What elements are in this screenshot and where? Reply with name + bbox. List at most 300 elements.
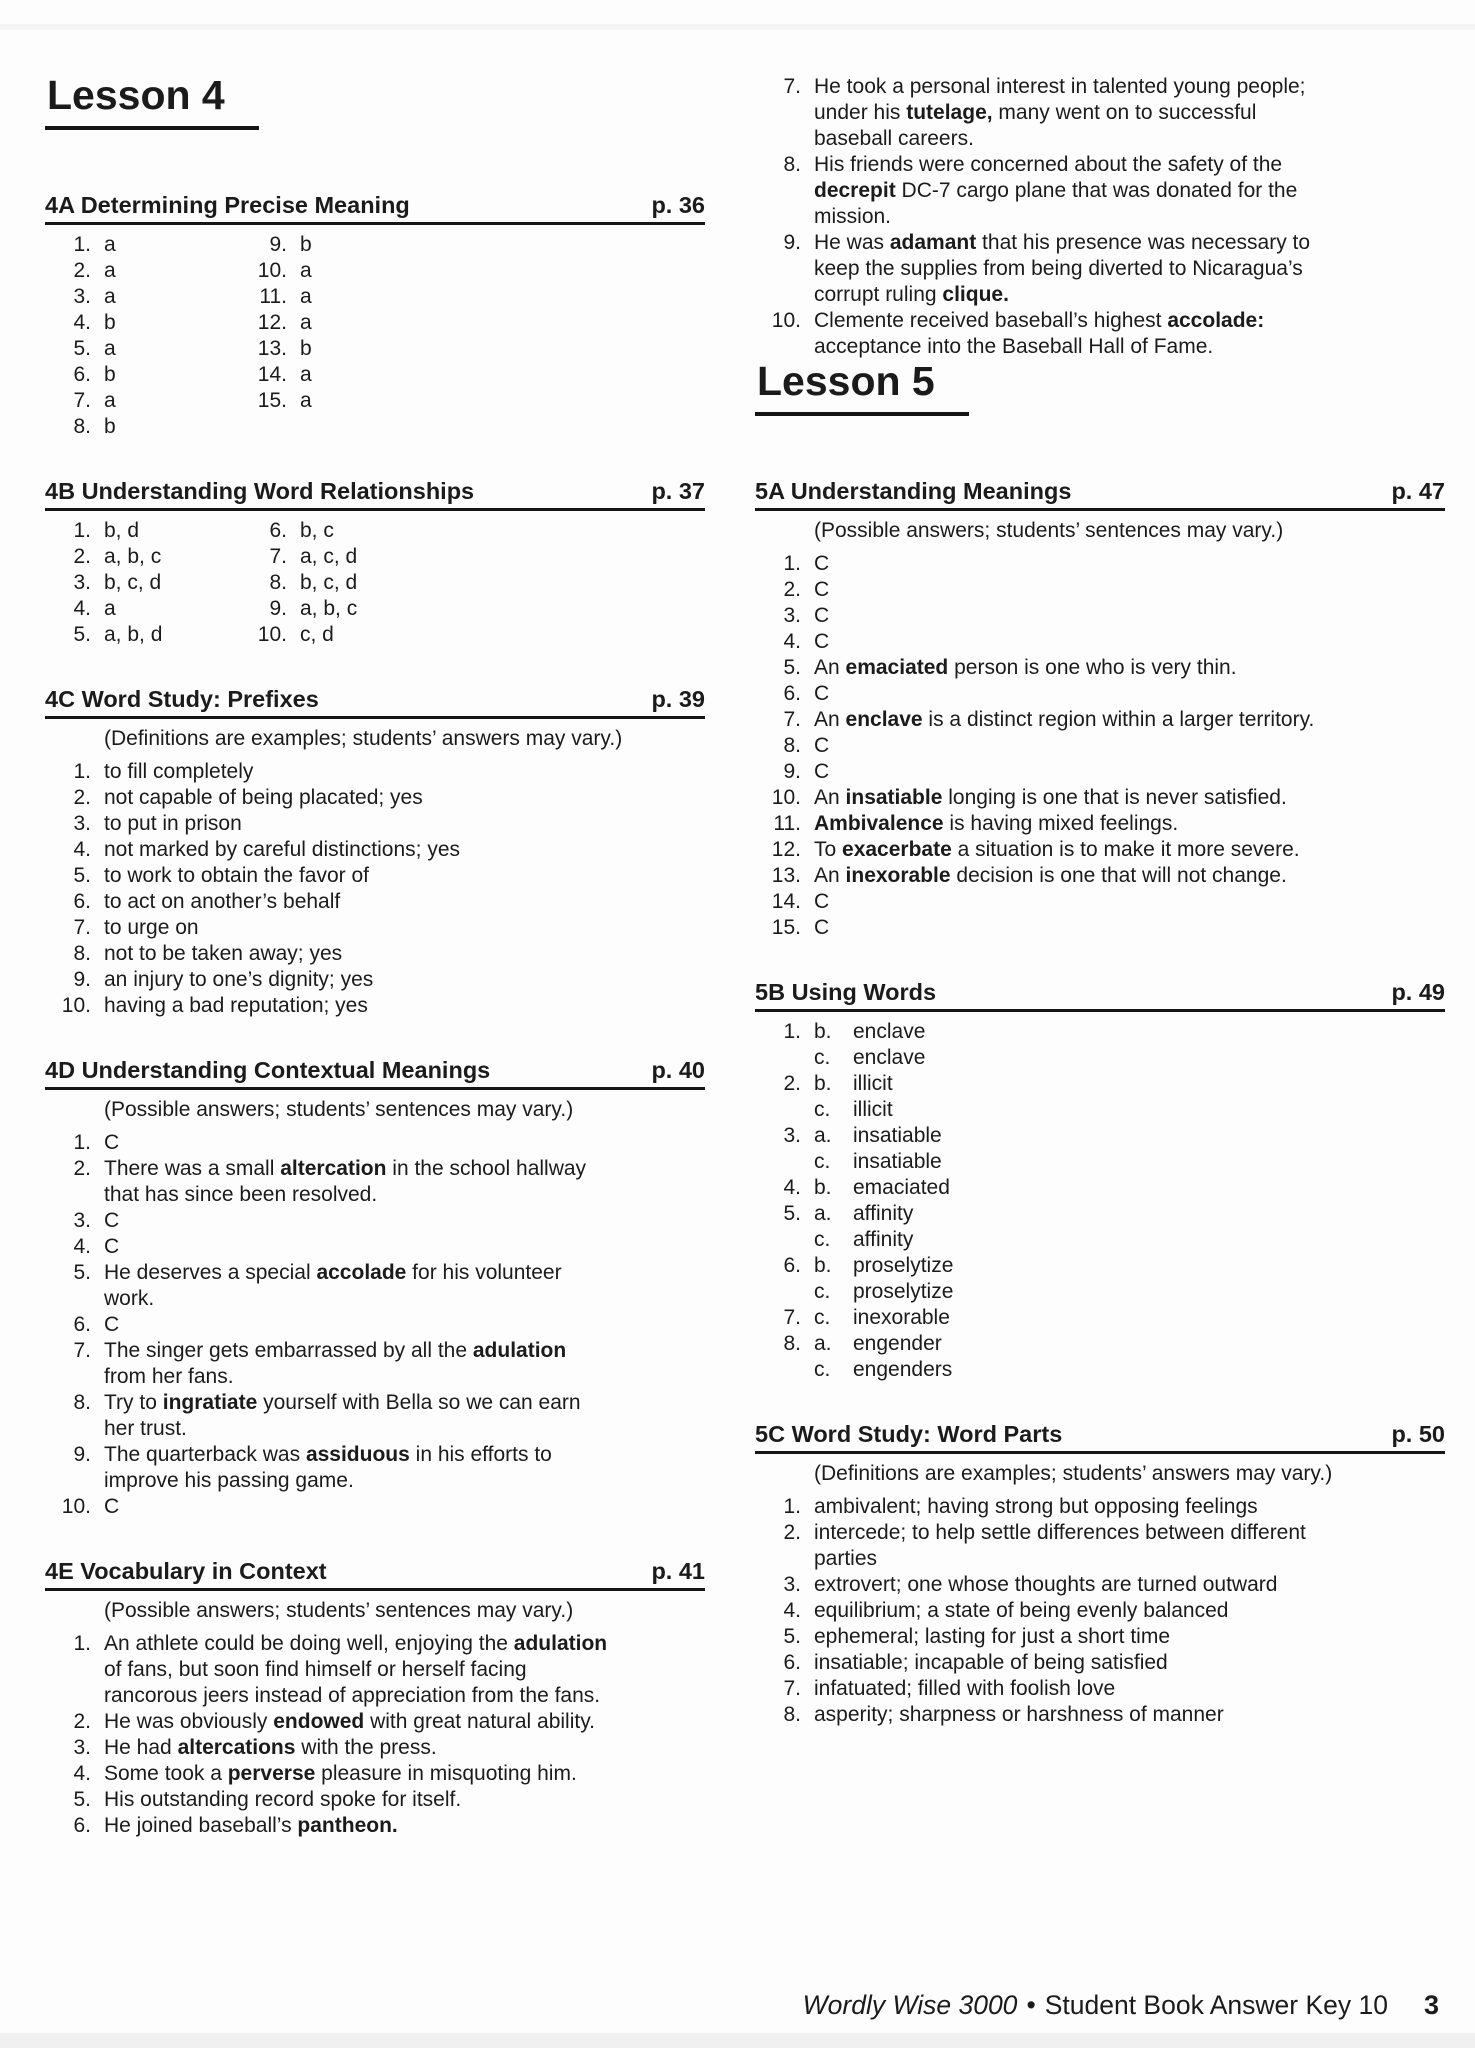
answer-number: 10. (257, 623, 287, 647)
answer-item (241, 518, 705, 544)
answer-text (814, 152, 1337, 230)
answer-text-segment: person is one who is very thin. (948, 656, 1237, 680)
answer-text-segment: C (104, 1495, 120, 1519)
answer-text (300, 570, 357, 596)
answer-text-segment: equilibrium; a state of being evenly balanced (814, 1599, 1229, 1623)
vocab-word: decrepit (814, 179, 896, 202)
answer-text-segment: of fans, but soon find himself or herself facing rancorous jeers instead of appreciation from the fans. (104, 1658, 601, 1708)
answer-text-segment: His outstanding record spoke for itself. (104, 1788, 462, 1812)
answer-text-segment: DC-7 cargo plane that was donated for the mission. (814, 179, 1298, 228)
answer-text-segment: c, d (300, 623, 334, 647)
section-note: (Definitions are examples; students’ answers may vary.) (814, 1462, 1333, 1486)
answer-number: 1. (73, 233, 91, 257)
continued-answer-list (755, 74, 1445, 360)
answer-item (45, 837, 705, 863)
answer-number: 12. (771, 838, 801, 862)
section-heading: 5B Using Words (755, 979, 937, 1006)
answer-number: 4. (783, 1599, 801, 1623)
answer-number: 7. (73, 389, 91, 413)
vocab-word: perverse (227, 1762, 316, 1786)
answer-number: 13. (771, 864, 801, 888)
answer-item (45, 362, 241, 388)
answer-text (814, 1520, 1337, 1572)
answer-number: 3. (73, 1736, 91, 1760)
answer-text-segment: a (300, 363, 312, 387)
answer-number: 6. (783, 1651, 801, 1675)
answer-text-segment: C (814, 890, 830, 914)
answer-text-segment: b, c, d (104, 571, 162, 595)
answer-text-segment: An (814, 864, 846, 888)
answer-item (755, 1175, 1445, 1201)
answer-item (755, 1624, 1445, 1650)
sub-answer-text: insatiable (853, 1124, 942, 1148)
answer-text-segment: having a bad reputation; yes (104, 994, 368, 1018)
section (45, 1558, 705, 1839)
answer-text-segment: to work to obtain the favor of (104, 864, 369, 888)
answer-text (814, 837, 1300, 863)
answer-number: 7. (73, 1339, 91, 1363)
answer-number: 2. (783, 1072, 801, 1096)
vocab-word: altercation (280, 1157, 387, 1181)
answer-text-segment: infatuated; filled with foolish love (814, 1677, 1116, 1701)
answer-item (241, 596, 705, 622)
answer-text-segment: a (104, 389, 116, 413)
sub-answer-list (814, 1071, 893, 1123)
answer-item (755, 655, 1445, 681)
answer-number: 3. (73, 285, 91, 309)
answer-text-segment: Clemente received baseball’s highest (814, 309, 1168, 332)
answer-text (300, 544, 357, 570)
answer-item (755, 811, 1445, 837)
answer-text-segment: ambivalent; having strong but opposing feelings (814, 1495, 1258, 1519)
answer-text-segment: that his presence was necessary to keep the supplies from being diverted to Nicaragua’s corrupt ruling (814, 231, 1311, 306)
answer-number: 8. (783, 1703, 801, 1727)
answer-item (45, 1442, 705, 1494)
answer-item (45, 596, 241, 622)
answer-number: 5. (73, 623, 91, 647)
answer-text (814, 1624, 1170, 1650)
answer-text-segment: C (814, 630, 830, 654)
answer-item (45, 1735, 705, 1761)
answer-item (755, 1019, 1445, 1071)
answer-item (45, 1390, 705, 1442)
answer-item (45, 785, 705, 811)
vocab-word: pantheon. (297, 1814, 398, 1838)
answer-number: 3. (73, 571, 91, 595)
sub-answer-letter: a. (814, 1202, 832, 1226)
answer-item (45, 1761, 705, 1787)
answer-number: 4. (73, 1762, 91, 1786)
sub-answer-letter: c. (814, 1150, 831, 1174)
section (755, 979, 1445, 1383)
answer-number: 1. (783, 552, 801, 576)
answer-text (104, 1338, 612, 1390)
answer-text (104, 258, 116, 284)
vocab-word: clique. (942, 283, 1009, 306)
answer-text-segment: He deserves a special (104, 1261, 317, 1285)
section-heading: 4E Vocabulary in Context (45, 1558, 327, 1585)
answer-text (104, 284, 116, 310)
sub-answer-list (814, 1201, 913, 1253)
answer-text-segment: acceptance into the Baseball Hall of Fame. (814, 335, 1214, 358)
answer-number: 4. (73, 311, 91, 335)
answer-item (45, 941, 705, 967)
answer-text (104, 1787, 461, 1813)
scan-shading-bottom (0, 2033, 1475, 2048)
answer-number: 6. (783, 1254, 801, 1278)
vocab-word: accolade: (1167, 309, 1265, 332)
answer-text (814, 759, 829, 785)
answer-text-segment: Some took a (104, 1762, 228, 1786)
answer-number: 6. (73, 1814, 91, 1838)
answer-item (45, 388, 241, 414)
answer-number: 10. (771, 786, 801, 810)
answer-item (755, 837, 1445, 863)
answer-text-segment: is a distinct region within a larger territory. (922, 708, 1315, 732)
section-note: (Definitions are examples; students’ answers may vary.) (104, 727, 623, 751)
sub-answer (814, 1331, 952, 1357)
sub-answer-text: illicit (853, 1098, 893, 1122)
answer-number: 4. (783, 1176, 801, 1200)
answer-text-segment: an injury to one’s dignity; yes (104, 968, 374, 992)
answer-number: 8. (783, 734, 801, 758)
answer-text-segment: He took a personal interest in talented young people; under his (814, 75, 1306, 124)
scan-shading-top (0, 24, 1475, 30)
answer-text-segment: C (104, 1313, 120, 1337)
answer-item (755, 1253, 1445, 1305)
section-heading: 4D Understanding Contextual Meanings (45, 1057, 491, 1084)
answer-item (755, 603, 1445, 629)
answer-number: 5. (73, 864, 91, 888)
answer-text (300, 388, 312, 414)
sub-answer-list (814, 1123, 942, 1175)
answer-number: 8. (269, 571, 287, 595)
answer-list (45, 1631, 705, 1839)
answer-text-segment: He was obviously (104, 1710, 274, 1734)
answer-text-segment: not capable of being placated; yes (104, 786, 423, 810)
sub-answer-list (814, 1175, 950, 1201)
answer-text-segment: is having mixed feelings. (943, 812, 1179, 836)
answer-text (814, 785, 1287, 811)
answer-text-segment: C (814, 682, 830, 706)
answer-item (755, 733, 1445, 759)
answer-item (45, 258, 241, 284)
answer-item (45, 1338, 705, 1390)
vocab-word: exacerbate (842, 838, 952, 862)
answer-text (300, 362, 312, 388)
answer-grid (45, 518, 705, 648)
answer-text-segment: b (104, 311, 116, 335)
answer-item (45, 863, 705, 889)
section-page-ref: p. 36 (651, 192, 705, 219)
section-note: (Possible answers; students’ sentences may vary.) (814, 519, 1284, 543)
answer-text-segment: in his efforts to improve his passing game. (104, 1443, 552, 1493)
answer-list (45, 759, 705, 1019)
answer-text-segment: pleasure in misquoting him. (315, 1762, 577, 1786)
answer-text-segment: b, d (104, 519, 140, 543)
answer-number: 2. (73, 259, 91, 283)
answer-item (45, 570, 241, 596)
section (45, 686, 705, 1019)
answer-item (45, 1312, 705, 1338)
answer-text (814, 1676, 1115, 1702)
section-heading: 5C Word Study: Word Parts (755, 1421, 1063, 1448)
section-page-ref: p. 47 (1391, 478, 1445, 505)
answer-number: 10. (61, 1495, 91, 1519)
answer-text (814, 74, 1337, 152)
answer-item (755, 1676, 1445, 1702)
answer-text-segment: for his volunteer work. (104, 1261, 562, 1311)
answer-number: 1. (783, 1020, 801, 1044)
answer-text-segment: He was (814, 231, 890, 254)
answer-item (755, 1071, 1445, 1123)
answer-text-segment: not to be taken away; yes (104, 942, 343, 966)
answer-text (104, 1260, 612, 1312)
sub-answer-letter: c. (814, 1306, 831, 1330)
answer-text (814, 811, 1178, 837)
answer-text-segment: C (104, 1235, 120, 1259)
section-header (45, 192, 705, 225)
answer-text-segment: a (300, 311, 312, 335)
answer-text-segment: C (814, 734, 830, 758)
answer-item (241, 310, 705, 336)
answer-text-segment: The singer gets embarrassed by all the (104, 1339, 473, 1363)
answer-text-segment: There was a small (104, 1157, 281, 1181)
answer-text-segment: C (814, 552, 830, 576)
answer-text (104, 837, 460, 863)
answer-list (755, 1019, 1445, 1383)
sub-answer-letter: b. (814, 1072, 832, 1096)
answer-number: 5. (73, 1261, 91, 1285)
answer-text (104, 388, 116, 414)
answer-text-segment: An (814, 786, 846, 810)
sub-answer (814, 1279, 953, 1305)
answer-text (104, 1709, 595, 1735)
answer-text (300, 284, 312, 310)
vocab-word: emaciated (845, 656, 949, 680)
column-left (45, 74, 705, 1839)
answer-item (45, 310, 241, 336)
vocab-word: Ambivalence (814, 812, 944, 836)
answer-number: 9. (783, 231, 801, 254)
answer-text (104, 1156, 612, 1208)
section-heading: 4B Understanding Word Relationships (45, 478, 475, 505)
answer-text-segment: a (104, 233, 116, 257)
section-heading: 4A Determining Precise Meaning (45, 192, 410, 219)
answer-number: 7. (269, 545, 287, 569)
answer-item (45, 1813, 705, 1839)
sub-answer-text: proselytize (853, 1254, 954, 1278)
answer-number: 3. (783, 604, 801, 628)
answer-text-segment: to fill completely (104, 760, 254, 784)
answer-number: 4. (73, 597, 91, 621)
answer-text-segment: C (814, 578, 830, 602)
sub-answer-text: engenders (853, 1358, 953, 1382)
answer-text-segment: intercede; to help settle differences between different parties (814, 1521, 1306, 1571)
vocab-word: inexorable (845, 864, 951, 888)
answer-text-segment: to urge on (104, 916, 199, 940)
section-header (45, 478, 705, 511)
section-heading: 4C Word Study: Prefixes (45, 686, 319, 713)
answer-grid-col1 (45, 518, 241, 648)
sub-answer-letter: a. (814, 1332, 832, 1356)
sub-answer (814, 1045, 925, 1071)
answer-text-segment: a, b, c (300, 597, 358, 621)
answer-item (755, 1650, 1445, 1676)
sub-answer (814, 1357, 952, 1383)
answer-number: 4. (73, 838, 91, 862)
answer-text-segment: a (300, 389, 312, 413)
section (45, 1057, 705, 1520)
answer-text-segment: a (104, 259, 116, 283)
sub-answer (814, 1305, 950, 1331)
vocab-word: tutelage, (906, 101, 993, 124)
answer-number: 15. (257, 389, 287, 413)
answer-text-segment: b (300, 233, 312, 257)
answer-number: 1. (73, 519, 91, 543)
answer-text-segment: An (814, 708, 846, 732)
answer-text (104, 993, 368, 1019)
answer-number: 8. (73, 1391, 91, 1415)
answer-number: 2. (73, 786, 91, 810)
answer-text (814, 655, 1237, 681)
answer-number: 2. (73, 1157, 91, 1181)
answer-item (45, 1494, 705, 1520)
section-page-ref: p. 37 (651, 478, 705, 505)
answer-number: 4. (73, 1235, 91, 1259)
section-header (755, 979, 1445, 1012)
sub-answer (814, 1071, 893, 1097)
answer-text (104, 941, 342, 967)
answer-number: 4. (783, 630, 801, 654)
section-page-ref: p. 39 (651, 686, 705, 713)
answer-item (241, 622, 705, 648)
answer-item (45, 284, 241, 310)
footer-page-number: 3 (1423, 1990, 1439, 2021)
answer-item (755, 1201, 1445, 1253)
answer-number: 9. (783, 760, 801, 784)
answer-item (755, 577, 1445, 603)
answer-text (104, 336, 116, 362)
sub-answer-letter: c. (814, 1098, 831, 1122)
answer-number: 5. (783, 1625, 801, 1649)
answer-item (45, 1787, 705, 1813)
answer-text (300, 232, 312, 258)
answer-text (300, 258, 312, 284)
answer-text-segment: yourself with Bella so we can earn her trust. (104, 1391, 581, 1441)
answer-text-segment: C (814, 760, 830, 784)
answer-grid-col2 (241, 232, 705, 440)
answer-text-segment: longing is one that is never satisfied. (942, 786, 1287, 810)
answer-text (104, 1735, 437, 1761)
answer-text (104, 967, 373, 993)
answer-text (814, 603, 829, 629)
sub-answer-text: affinity (853, 1202, 914, 1226)
footer-book-title: Wordly Wise 3000 (802, 1990, 1018, 2021)
section-heading: 5A Understanding Meanings (755, 478, 1072, 505)
vocab-word: adamant (889, 231, 977, 254)
vocab-word: assiduous (305, 1443, 410, 1467)
answer-text-segment: b, c (300, 519, 334, 543)
answer-text-segment: a, c, d (300, 545, 358, 569)
answer-grid-col1 (45, 232, 241, 440)
vocab-word: insatiable (845, 786, 943, 810)
sub-answer (814, 1019, 925, 1045)
answer-text (300, 336, 312, 362)
answer-item (755, 1494, 1445, 1520)
answer-item (755, 74, 1445, 152)
answer-number: 1. (783, 1495, 801, 1519)
answer-item (755, 785, 1445, 811)
section-header (45, 1558, 705, 1591)
answer-number: 2. (73, 1710, 91, 1734)
sub-answer (814, 1175, 950, 1201)
vocab-word: enclave (845, 708, 923, 732)
answer-text-segment: His friends were concerned about the safety of the (814, 153, 1283, 176)
answer-number: 10. (771, 309, 801, 332)
answer-text (104, 1761, 577, 1787)
answer-text (104, 518, 139, 544)
answer-item (45, 1260, 705, 1312)
sub-answer-letter: c. (814, 1046, 831, 1070)
answer-text-segment: a (104, 597, 116, 621)
answer-number: 2. (783, 578, 801, 602)
answer-number: 6. (73, 890, 91, 914)
answer-text-segment: a (104, 285, 116, 309)
answer-text-segment: Try to (104, 1391, 163, 1415)
answer-text-segment: To (814, 838, 843, 862)
answer-list (45, 1130, 705, 1520)
answer-text (104, 596, 116, 622)
answer-list (755, 1494, 1445, 1728)
answer-number: 10. (257, 259, 287, 283)
answer-text-segment: C (104, 1131, 120, 1155)
answer-number: 5. (73, 1788, 91, 1812)
answer-text-segment: b (104, 415, 116, 439)
answer-text-segment: b (104, 363, 116, 387)
answer-number: 5. (73, 337, 91, 361)
answer-number: 14. (257, 363, 287, 387)
sub-answer-letter: b. (814, 1254, 832, 1278)
answer-item (755, 707, 1445, 733)
answer-number: 1. (73, 1131, 91, 1155)
answer-item (45, 544, 241, 570)
answer-item (755, 681, 1445, 707)
answer-item (45, 1631, 705, 1709)
answer-item (45, 759, 705, 785)
answer-number: 10. (61, 994, 91, 1018)
answer-number: 7. (783, 1677, 801, 1701)
sub-answer (814, 1149, 942, 1175)
answer-number: 15. (771, 916, 801, 940)
sub-answer-text: emaciated (853, 1176, 950, 1200)
answer-item (45, 967, 705, 993)
lesson-title: Lesson 5 (755, 360, 969, 416)
answer-text (300, 310, 312, 336)
lesson-title-block (45, 74, 705, 154)
answer-text-segment: C (104, 1209, 120, 1233)
answer-item (755, 915, 1445, 941)
section-header (755, 478, 1445, 511)
answer-text-segment: a situation is to make it more severe. (951, 838, 1300, 862)
answer-number: 13. (257, 337, 287, 361)
answer-number: 3. (73, 812, 91, 836)
lesson-title-block (755, 360, 1445, 440)
answer-item (755, 1572, 1445, 1598)
answer-number: 12. (257, 311, 287, 335)
answer-number: 6. (73, 1313, 91, 1337)
answer-item (755, 551, 1445, 577)
